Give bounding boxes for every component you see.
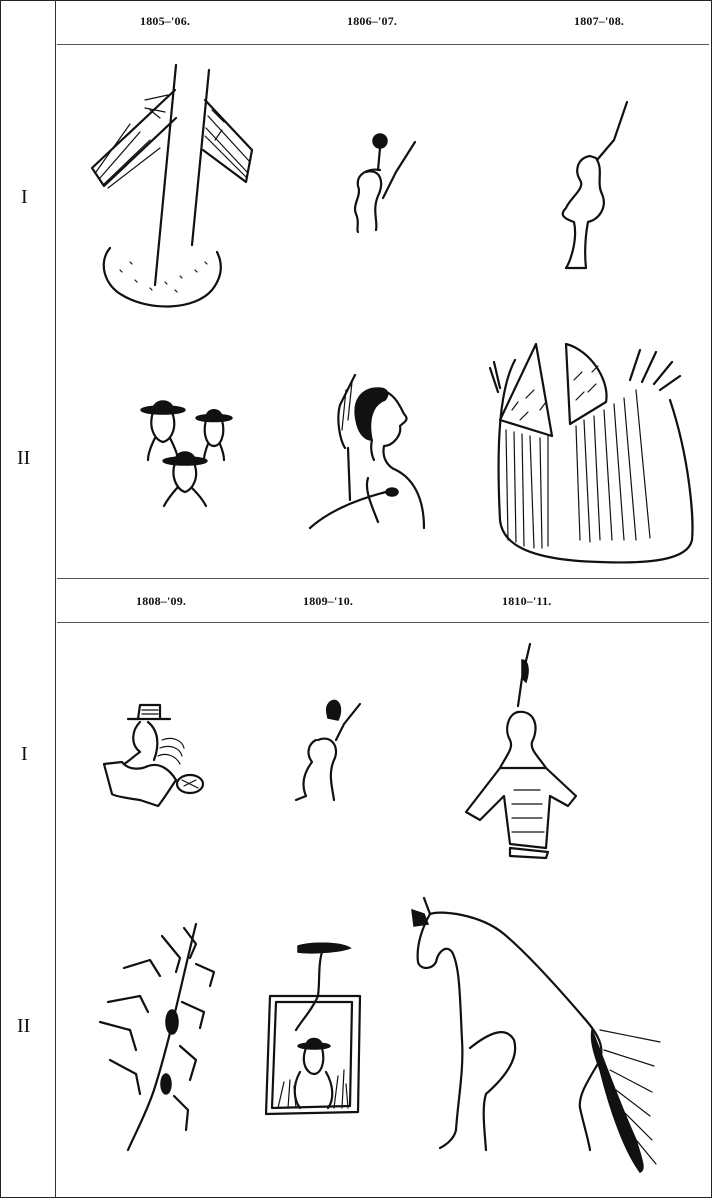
flags-on-pole-icon (92, 65, 252, 306)
year-label-1806: 1806–'07. (347, 14, 398, 28)
year-label-1808: 1808–'09. (136, 594, 187, 608)
warrior-with-shirt-icon (466, 644, 576, 858)
row-label-bottom-1: I (21, 743, 28, 765)
year-label-1805: 1805–'06. (140, 14, 191, 28)
warrior-black-feather-icon (296, 700, 360, 800)
year-label-1810: 1810–'11. (502, 594, 552, 608)
profile-man-with-pipe-icon (310, 375, 424, 528)
row-label-bottom-2: II (17, 1015, 31, 1037)
year-label-1809: 1809–'10. (303, 594, 354, 608)
horse-icon (412, 898, 660, 1172)
corn-plant-icon (100, 924, 214, 1150)
flags-over-lodge-icon (490, 344, 692, 562)
man-in-house-with-pipe-icon (266, 943, 360, 1114)
row-label-top-1: I (21, 186, 28, 208)
three-hatted-men-icon (141, 401, 232, 506)
year-label-1807: 1807–'08. (574, 14, 625, 28)
warrior-red-pipe-icon (355, 134, 415, 232)
row-label-top-2: II (17, 447, 31, 469)
warrior-feather-icon (563, 102, 627, 268)
trader-with-beaver-icon (104, 705, 203, 806)
